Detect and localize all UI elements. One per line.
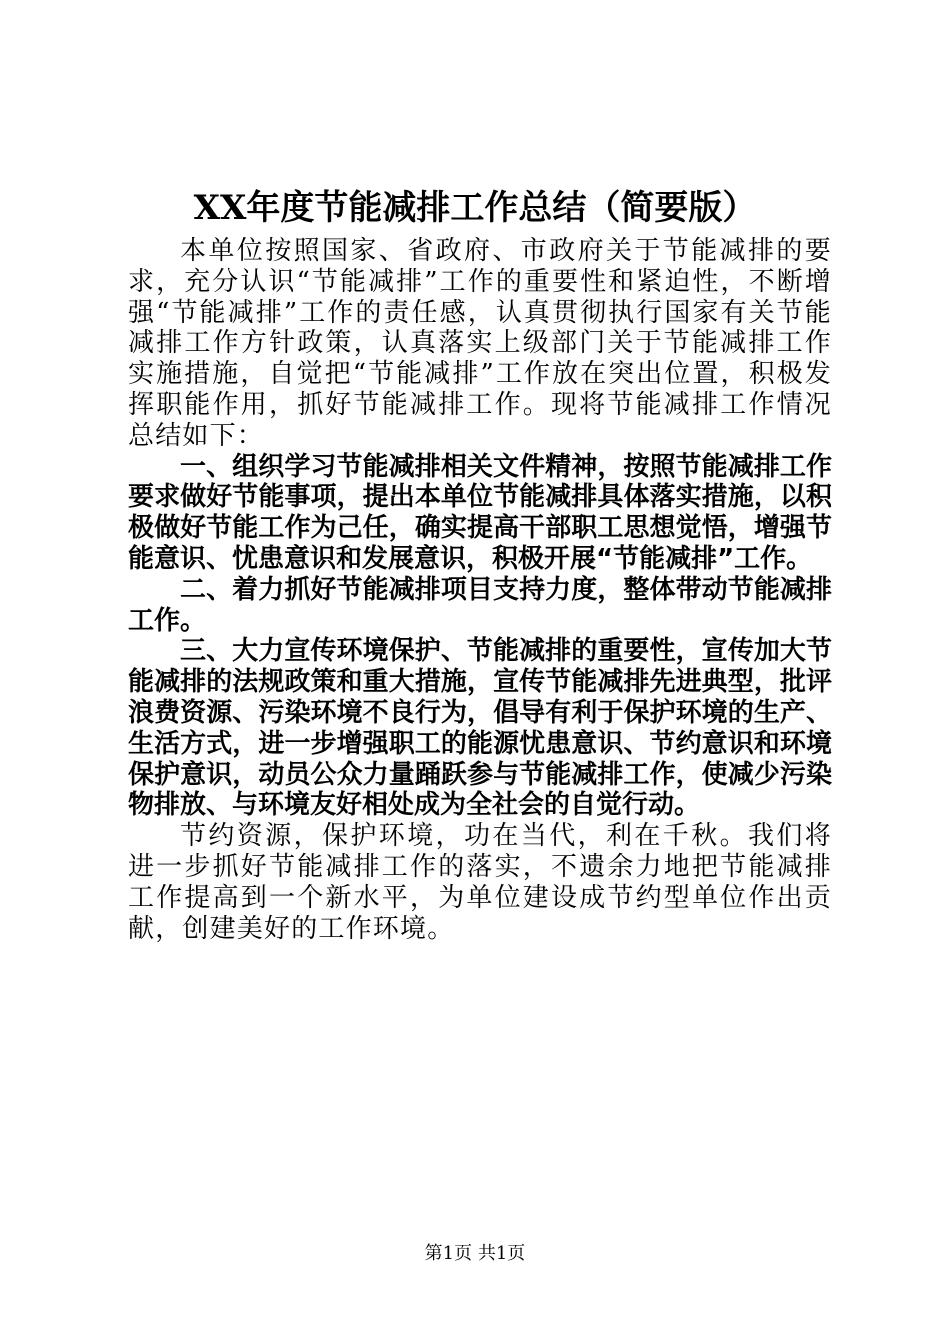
section-three-paragraph: 三、大力宣传环境保护、节能减排的重要性，宣传加大节能减排的法规政策和重大措施，宣传节能减排先进典型，批评浪费资源、污染环境不良行为，倡导有利于保护环境的生产、生活方式，进一步增强职工的能源忧患意识、节约意识和环境保护意识，动员公众力量踊跃参与节能减排工作，使减少污染物排放、与环境友好相处成为全社会的自觉行动。 bbox=[128, 636, 832, 821]
document-title: XX年度节能减排工作总结（简要版） bbox=[193, 188, 757, 228]
document-body bbox=[128, 236, 832, 944]
page-footer: 第1页 共1页 bbox=[424, 1243, 526, 1264]
intro-paragraph: 本单位按照国家、省政府、市政府关于节能减排的要求，充分认识“节能减排”工作的重要性和紧迫性，不断增强“节能减排”工作的责任感，认真贯彻执行国家有关节能减排工作方针政策，认真落实上级部门关于节能减排工作实施措施，自觉把“节能减排”工作放在突出位置，积极发挥职能作用，抓好节能减排工作。现将节能减排工作情况总结如下： bbox=[128, 236, 832, 451]
section-two-paragraph: 二、着力抓好节能减排项目支持力度，整体带动节能减排工作。 bbox=[128, 574, 832, 636]
closing-paragraph: 节约资源，保护环境，功在当代，利在千秋。我们将进一步抓好节能减排工作的落实，不遗余力地把节能减排工作提高到一个新水平，为单位建设成节约型单位作出贡献，创建美好的工作环境。 bbox=[128, 821, 832, 944]
section-one-paragraph: 一、组织学习节能减排相关文件精神，按照节能减排工作要求做好节能事项，提出本单位节能减排具体落实措施，以积极做好节能工作为己任，确实提高干部职工思想觉悟，增强节能意识、忧患意识和发展意识，积极开展“节能减排”工作。 bbox=[128, 451, 832, 574]
